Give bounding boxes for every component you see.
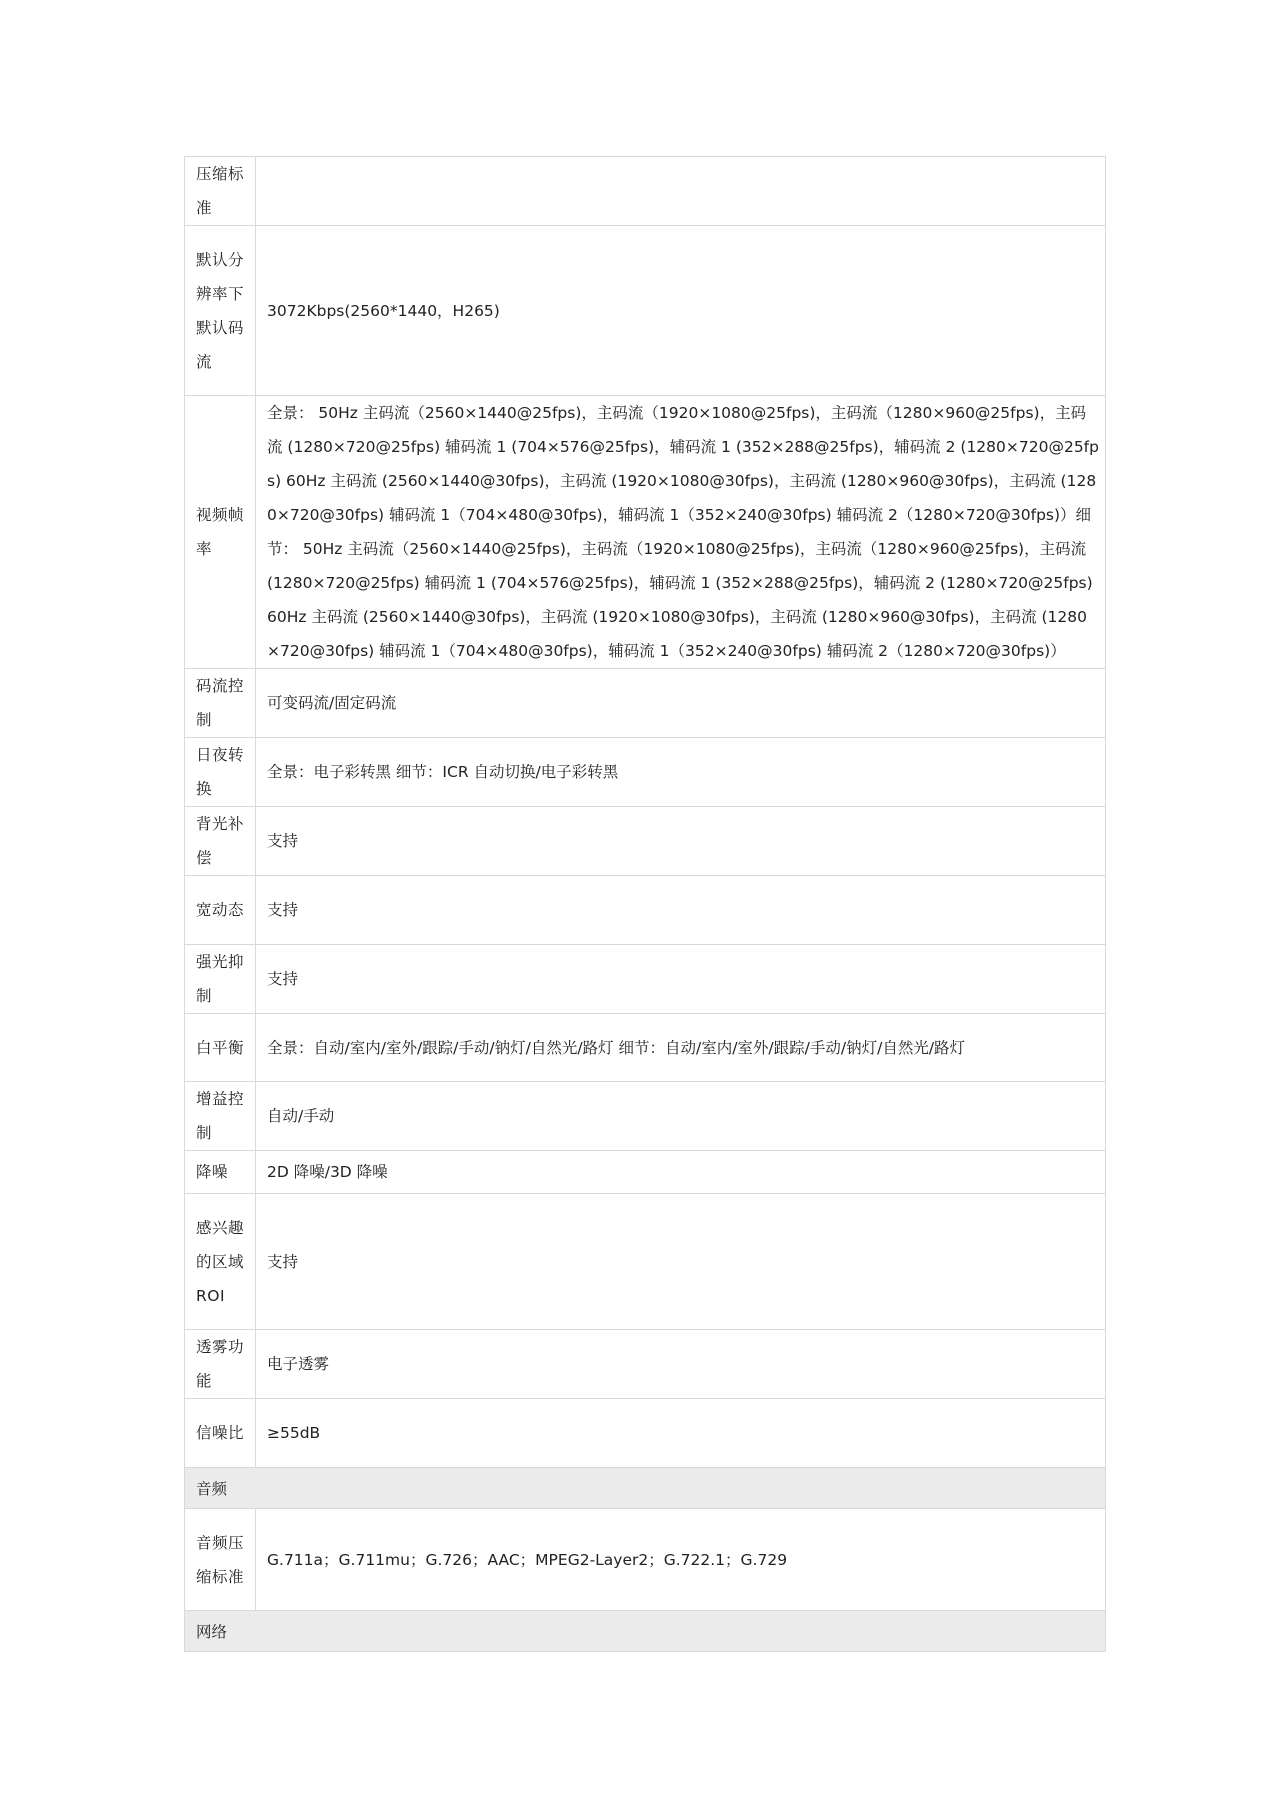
row-label: 感兴趣的区域ROI bbox=[185, 1194, 256, 1330]
section-title: 音频 bbox=[185, 1468, 1106, 1509]
spec-table bbox=[184, 156, 1106, 1652]
row-value: 支持 bbox=[256, 807, 1106, 876]
row-value: 支持 bbox=[256, 876, 1106, 945]
row-value: 支持 bbox=[256, 1194, 1106, 1330]
row-label: 信噪比 bbox=[185, 1399, 256, 1468]
row-label: 增益控制 bbox=[185, 1082, 256, 1151]
row-label: 压缩标准 bbox=[185, 157, 256, 226]
row-value: G.711a；G.711mu；G.726；AAC；MPEG2-Layer2；G.722.1；G.729 bbox=[256, 1509, 1106, 1611]
table-row bbox=[185, 738, 1106, 807]
table-row bbox=[185, 1399, 1106, 1468]
row-value: 全景：电子彩转黑 细节：ICR 自动切换/电子彩转黑 bbox=[256, 738, 1106, 807]
row-label: 透雾功能 bbox=[185, 1330, 256, 1399]
row-label: 强光抑制 bbox=[185, 945, 256, 1014]
table-row bbox=[185, 669, 1106, 738]
table-row bbox=[185, 157, 1106, 226]
row-value: 全景：自动/室内/室外/跟踪/手动/钠灯/自然光/路灯 细节：自动/室内/室外/跟踪/手动/钠灯/自然光/路灯 bbox=[256, 1014, 1106, 1082]
table-row bbox=[185, 945, 1106, 1014]
row-label: 日夜转换 bbox=[185, 738, 256, 807]
row-label: 白平衡 bbox=[185, 1014, 256, 1082]
row-label: 码流控制 bbox=[185, 669, 256, 738]
table-row bbox=[185, 1151, 1106, 1194]
row-value: 电子透雾 bbox=[256, 1330, 1106, 1399]
table-row bbox=[185, 226, 1106, 396]
row-label: 默认分辨率下默认码流 bbox=[185, 226, 256, 396]
section-title: 网络 bbox=[185, 1611, 1106, 1652]
row-value bbox=[256, 157, 1106, 226]
row-label: 背光补偿 bbox=[185, 807, 256, 876]
section-header-network bbox=[185, 1611, 1106, 1652]
table-row bbox=[185, 1014, 1106, 1082]
row-value: 自动/手动 bbox=[256, 1082, 1106, 1151]
section-header-audio bbox=[185, 1468, 1106, 1509]
row-value: 可变码流/固定码流 bbox=[256, 669, 1106, 738]
row-value: 3072Kbps(2560*1440，H265) bbox=[256, 226, 1106, 396]
row-label: 降噪 bbox=[185, 1151, 256, 1194]
table-row bbox=[185, 1509, 1106, 1611]
table-row bbox=[185, 1082, 1106, 1151]
row-value: 全景： 50Hz 主码流（2560×1440@25fps)，主码流（1920×1080@25fps)，主码流（1280×960@25fps)，主码流 (1280×720@25fps) 辅码流 1 (704×576@25fps)，辅码流 1 (352×288@25fps)，辅码流 2 (1280×720@25fps) 60Hz 主码流 (2560×1440@30fps)，主码流 (1920×1080@30fps)，主码流 (1280×960@30fps)，主码流 (1280×720@30fps) 辅码流 1（704×480@30fps)，辅码流 1（352×240@30fps) 辅码流 2（1280×720@30fps)）细节： 50Hz 主码流（2560×1440@25fps)，主码流（1920×1080@25fps)，主码流（1280×960@25fps)，主码流 (1280×720@25fps) 辅码流 1 (704×576@25fps)，辅码流 1 (352×288@25fps)，辅码流 2 (1280×720@25fps) 60Hz 主码流 (2560×1440@30fps)，主码流 (1920×1080@30fps)，主码流 (1280×960@30fps)，主码流 (1280×720@30fps) 辅码流 1（704×480@30fps)，辅码流 1（352×240@30fps) 辅码流 2（1280×720@30fps)） bbox=[256, 396, 1106, 669]
table-row bbox=[185, 807, 1106, 876]
row-label: 宽动态 bbox=[185, 876, 256, 945]
table-row bbox=[185, 396, 1106, 669]
row-label: 音频压缩标准 bbox=[185, 1509, 256, 1611]
table-row bbox=[185, 1330, 1106, 1399]
row-value: ≥55dB bbox=[256, 1399, 1106, 1468]
row-label: 视频帧率 bbox=[185, 396, 256, 669]
table-row bbox=[185, 1194, 1106, 1330]
row-value: 2D 降噪/3D 降噪 bbox=[256, 1151, 1106, 1194]
table-row bbox=[185, 876, 1106, 945]
row-value: 支持 bbox=[256, 945, 1106, 1014]
